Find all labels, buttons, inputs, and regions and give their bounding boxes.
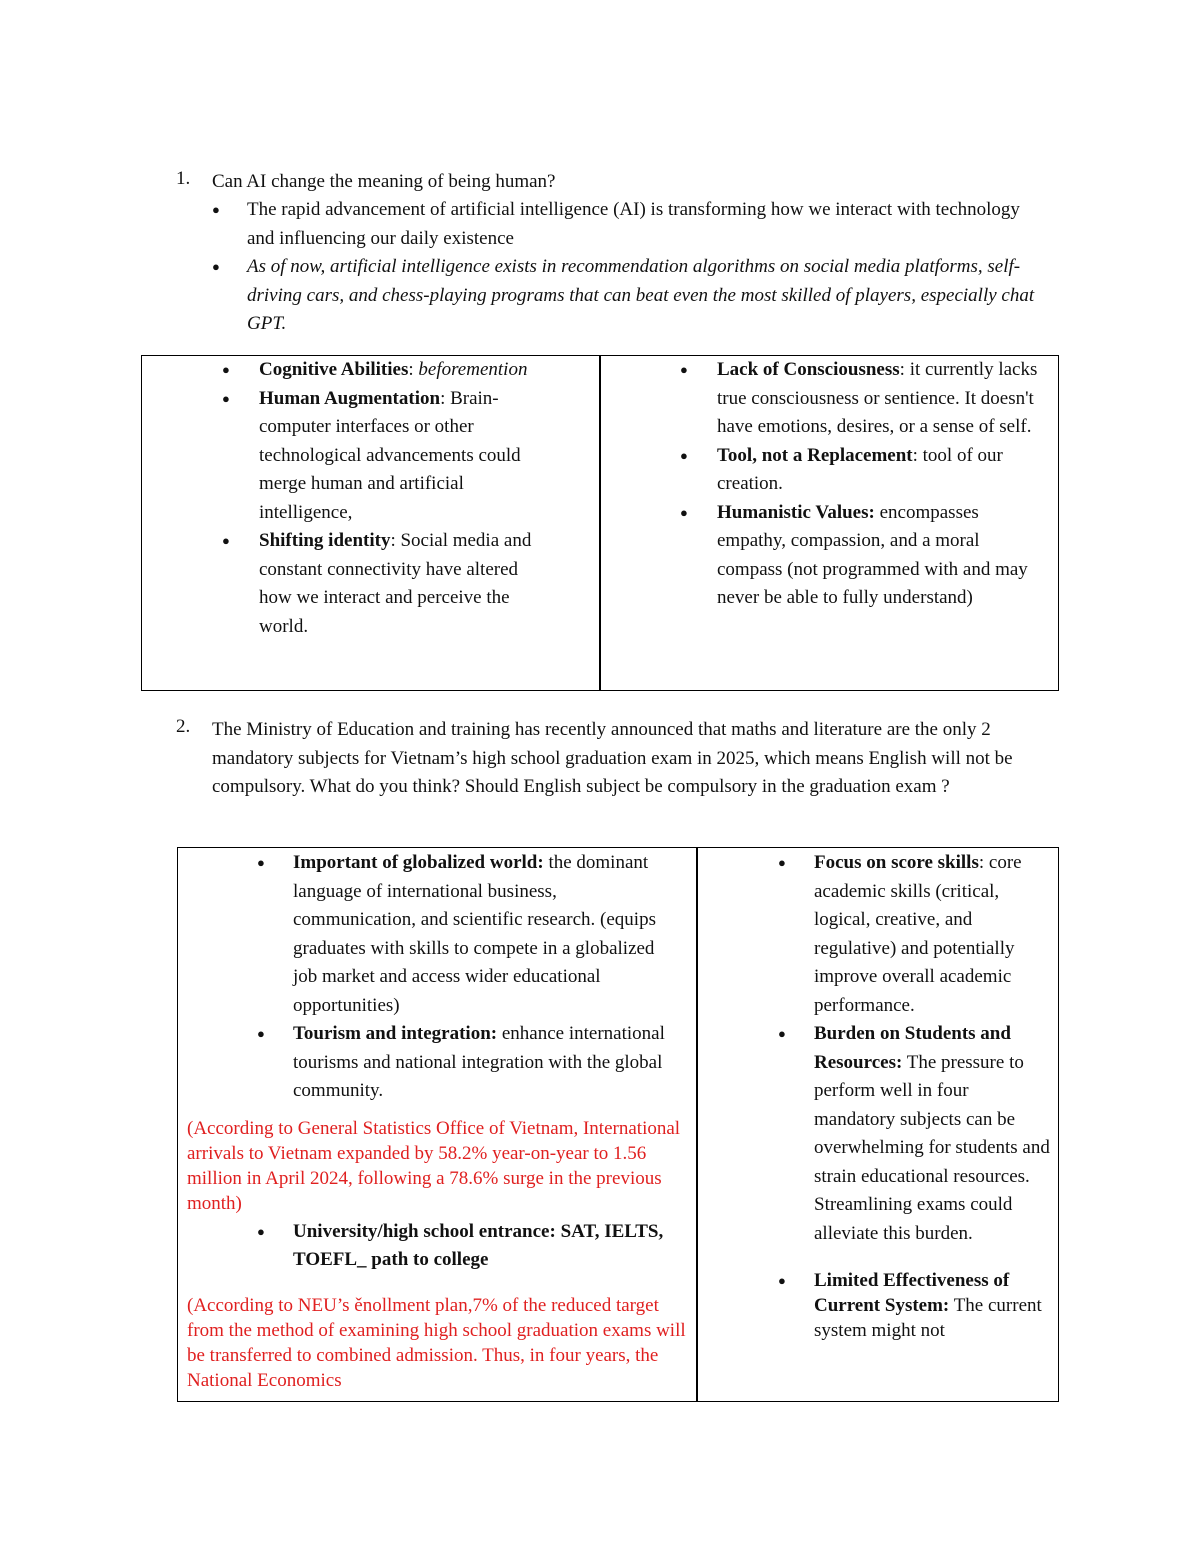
bullet-icon: ● xyxy=(222,390,230,406)
q2-right-cell xyxy=(778,849,1052,1397)
bullet-icon: ● xyxy=(257,1223,265,1239)
q2-left-item: ● Important of globalized world: the dominant language of international business, communication, and scientific research. (equips graduates with skills to compete in a globalized job market and access wider educational opportunities) xyxy=(187,849,687,1020)
q1-right-item: ● Lack of Consciousness: it currently lacks true consciousness or sentience. It doesn't have emotions, desires, or a sense of self. xyxy=(680,356,1048,442)
q1-left-item: ● Cognitive Abilities: beforemention xyxy=(222,356,542,385)
q2-right-item: ● Burden on Students and Resources: The pressure to perform well in four mandatory subjects can be overwhelming for students and strain educational resources. Streamlining exams could alleviate this burden. xyxy=(778,1020,1052,1248)
q2-left-item: ● Tourism and integration: enhance international tourisms and national integration with the global community. xyxy=(187,1020,687,1106)
bullet-icon: ● xyxy=(778,855,786,870)
bullet-icon: ● xyxy=(222,362,230,377)
q1-left-cell xyxy=(222,356,542,641)
bullet-icon: ● xyxy=(257,855,265,870)
bullet-icon: ● xyxy=(212,259,220,274)
q2-table-divider xyxy=(696,847,698,1402)
q1-question: Can AI change the meaning of being human? xyxy=(212,171,556,192)
q2-left-item: ● University/high school entrance: SAT, IELTS, TOEFL_ path to college xyxy=(187,1218,687,1275)
q1-intro-bullets xyxy=(212,196,1042,339)
q1-right-item: ● Humanistic Values: encompasses empathy, compassion, and a moral compass (not programmed with and may never be able to fully understand) xyxy=(680,499,1048,613)
q2-question: The Ministry of Education and training has recently announced that maths and literature are the only 2 mandatory subjects for Vietnam’s high school graduation exam in 2025, which means English will not be compulsory. What do you think? Should English subject be compulsory in the graduation exam ? xyxy=(212,719,1013,797)
q2-left-cell xyxy=(187,849,687,1397)
bullet-icon: ● xyxy=(680,447,688,463)
q1-left-item: ● Shifting identity: Social media and constant connectivity have altered how we interact and perceive the world. xyxy=(222,527,542,641)
q1-number: 1. xyxy=(176,168,191,189)
q1-left-item: ● Human Augmentation: Brain-computer interfaces or other technological advancements could merge human and artificial intelligence, xyxy=(222,385,542,528)
q2-right-item: ● Limited Effectiveness of Current System: The current system might not xyxy=(778,1270,1042,1341)
q1-table-divider xyxy=(599,355,601,691)
q2-note-neu: (According to NEU’s ěnollment plan,7% of the reduced target from the method of examining high school graduation exams will be transferred to combined admission. Thus, in four years, the National Economics xyxy=(187,1294,686,1391)
bullet-icon: ● xyxy=(257,1026,265,1041)
q1-bullet-2: ● As of now, artificial intelligence exists in recommendation algorithms on social media platforms, self-driving cars, and chess-playing programs that can beat even the most skilled of players, especially chat GPT. xyxy=(212,253,1042,339)
q2-right-item: ● Focus on score skills: core academic skills (critical, logical, creative, and regulative) and potentially improve overall academic performance. xyxy=(778,849,1052,1020)
q1-right-cell xyxy=(680,356,1048,613)
q2-number: 2. xyxy=(176,716,191,737)
bullet-icon: ● xyxy=(778,1026,786,1041)
bullet-icon: ● xyxy=(680,362,688,377)
bullet-icon: ● xyxy=(212,202,220,217)
q1-bullet-1: ● The rapid advancement of artificial intelligence (AI) is transforming how we interact with technology and influencing our daily existence xyxy=(212,196,1042,253)
bullet-icon: ● xyxy=(680,504,688,520)
bullet-icon: ● xyxy=(778,1273,786,1288)
q2-note-gso: (According to General Statistics Office of Vietnam, International arrivals to Vietnam expanded by 58.2% year-on-year to 1.56 million in April 2024, following a 78.6% surge in the previous month) xyxy=(187,1117,681,1214)
bullet-icon: ● xyxy=(222,533,230,548)
q1-right-item: ● Tool, not a Replacement: tool of our creation. xyxy=(680,442,1048,499)
